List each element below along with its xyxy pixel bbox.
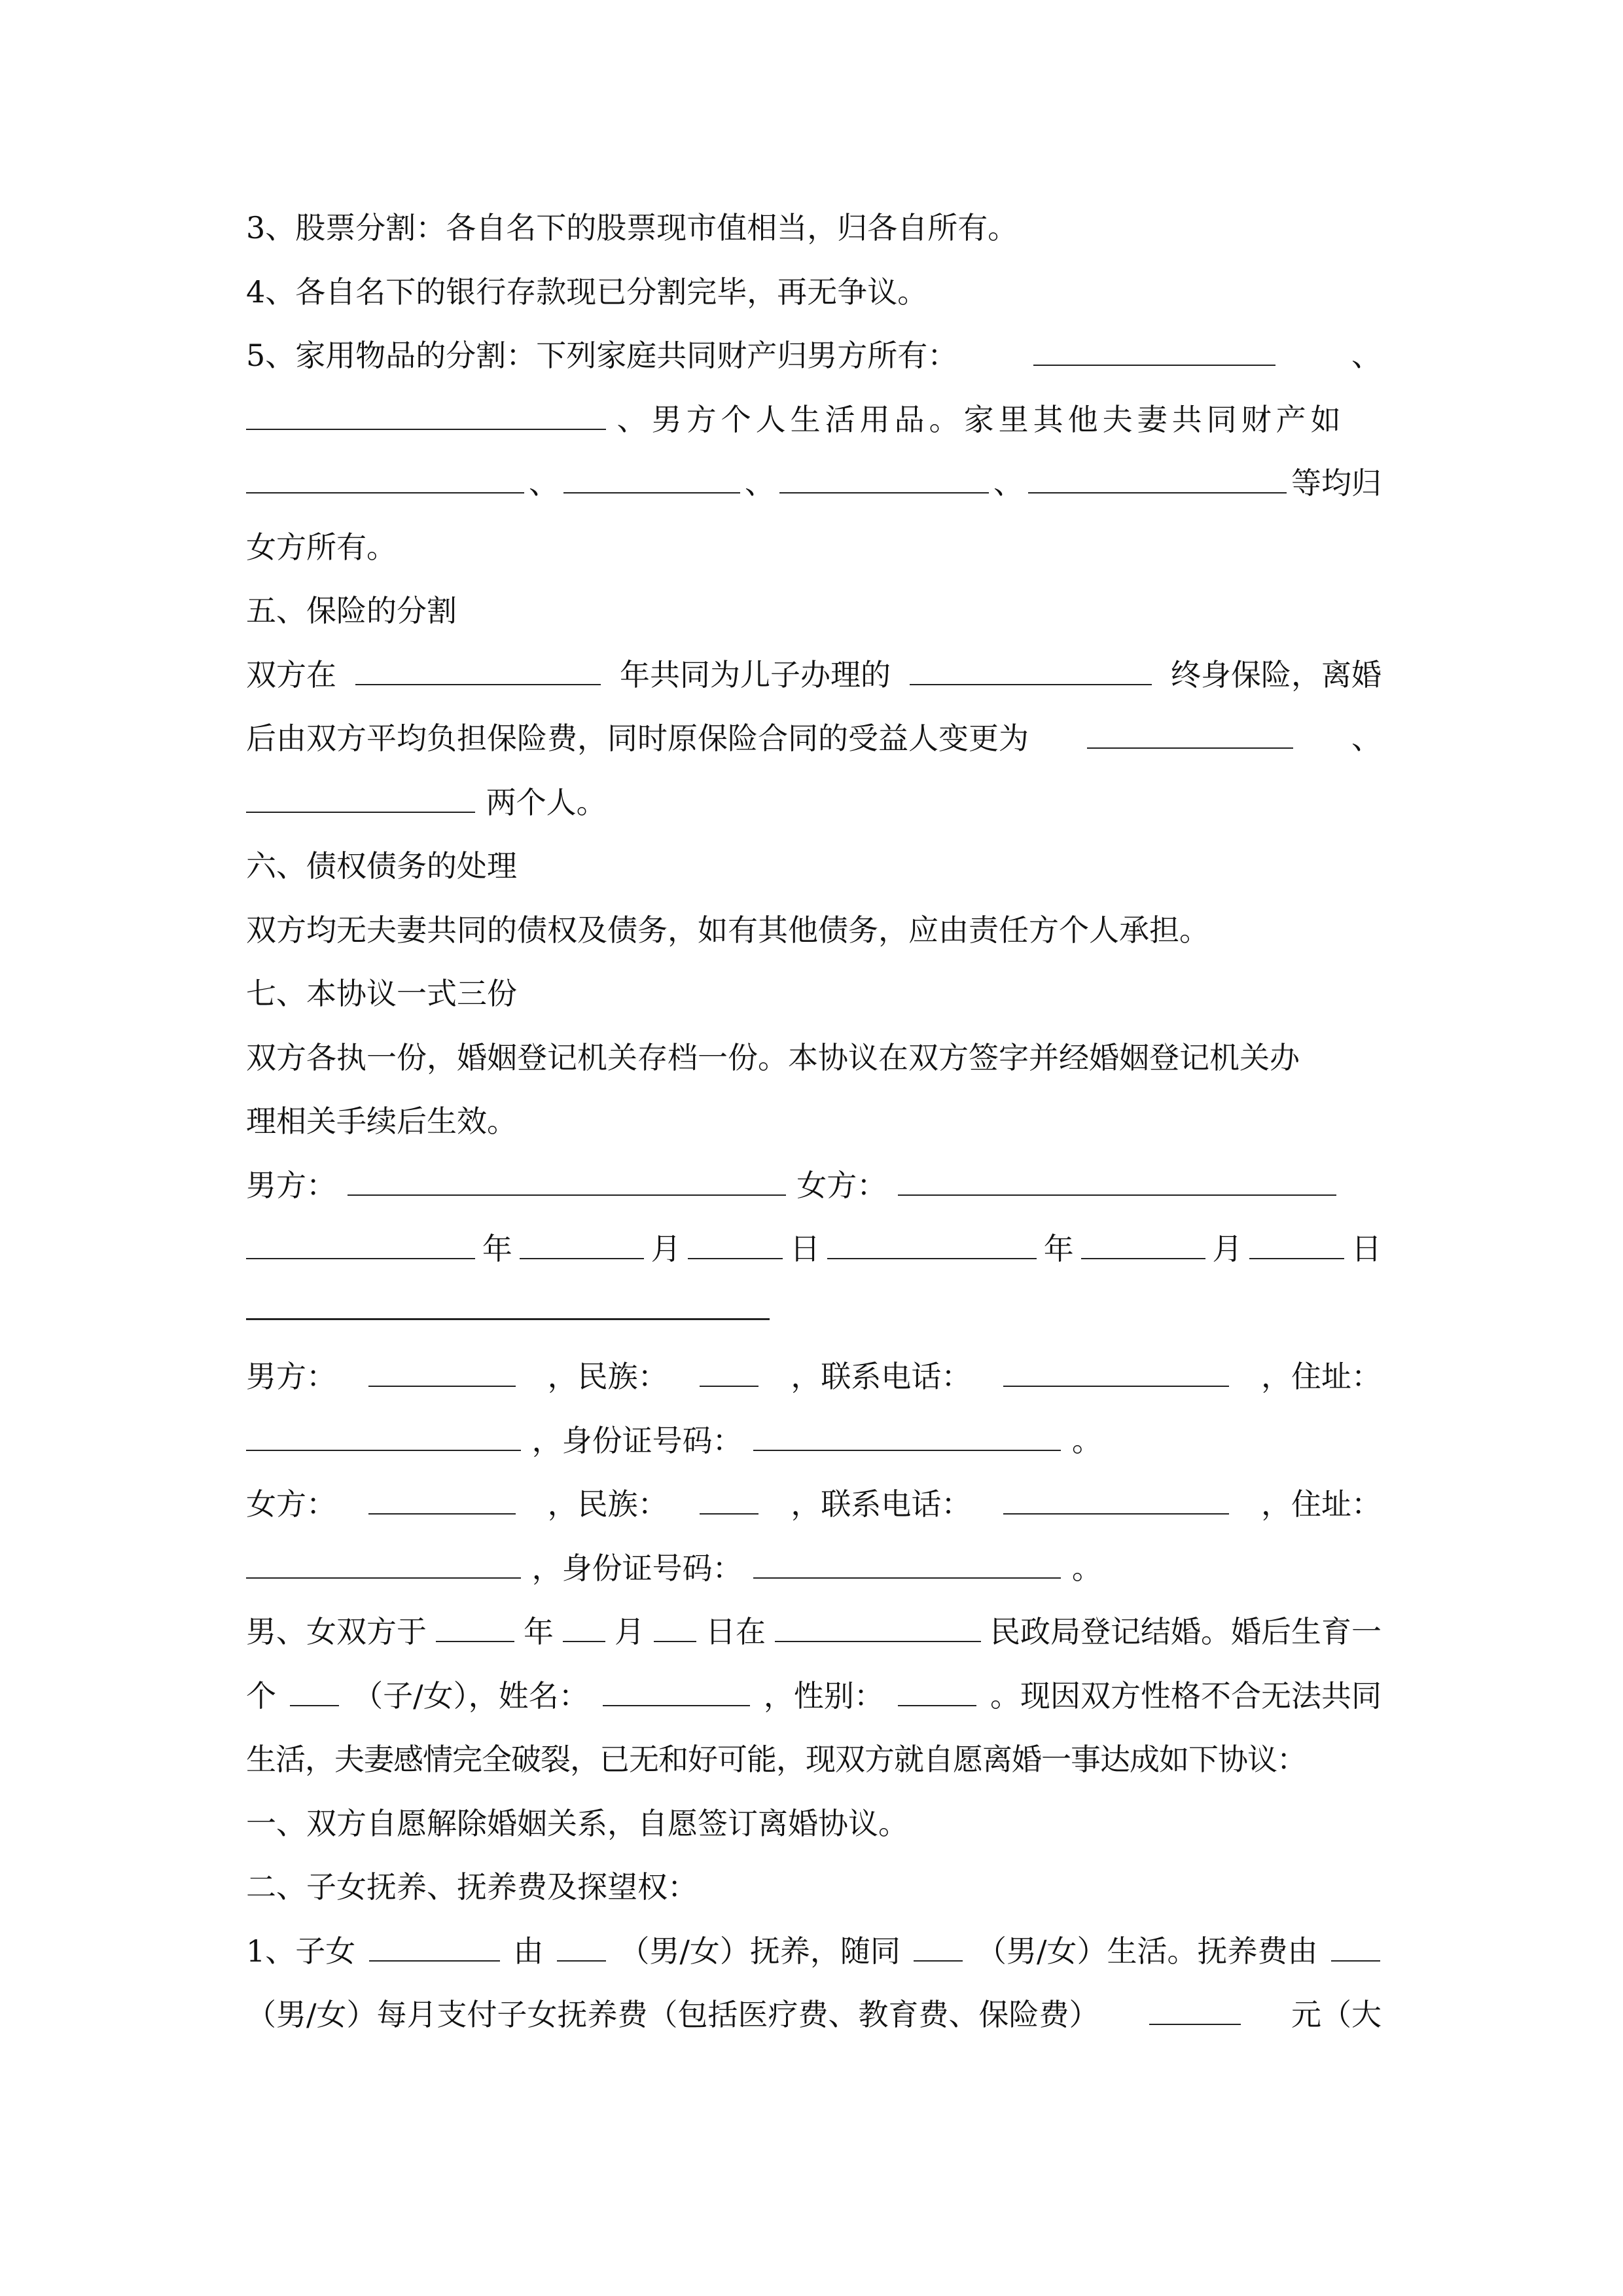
clause-stock-division (246, 196, 1382, 260)
text: 、 (745, 465, 775, 501)
clause-insurance (246, 643, 1382, 708)
female-info-row-cont (246, 1537, 1382, 1601)
section-heading: 七、本协议一式三份 (246, 976, 517, 1011)
male-info-row-cont (246, 1409, 1382, 1473)
text: 双方各执一份，婚姻登记机关存档一份。本协议在双方签字并经婚姻登记机关办 (246, 1039, 1300, 1075)
blank-field[interactable] (753, 1537, 1061, 1579)
female-info-row (246, 1473, 1382, 1537)
text: 一、双方自愿解除婚姻关系，自愿签订离婚协议。 (246, 1805, 908, 1841)
blank-field[interactable] (246, 388, 606, 430)
blank-field[interactable] (827, 1217, 1037, 1259)
text: 双方在 (246, 656, 336, 692)
text: ，联系电话： (791, 1359, 972, 1394)
label-male-signature: 男方： (246, 1167, 336, 1203)
text: 理相关手续后生效。 (246, 1103, 517, 1139)
text: 由 (513, 1933, 544, 1969)
text: 3、股票分割：各自名下的股票现市值相当，归各自所有。 (246, 210, 1018, 245)
blank-field[interactable] (1249, 1217, 1344, 1259)
blank-field[interactable] (563, 1600, 605, 1642)
blank-field[interactable] (1003, 1345, 1229, 1387)
blank-field[interactable] (898, 1664, 976, 1706)
reason-line (246, 1728, 1382, 1792)
text: 男方： (246, 1359, 336, 1394)
text: ，联系电话： (791, 1486, 972, 1522)
text: （男/女）生活。抚养费由 (976, 1933, 1318, 1969)
blank-field[interactable] (1003, 1473, 1229, 1515)
text: 日在 (705, 1614, 766, 1649)
text: 、 (1351, 721, 1382, 756)
text: ，身份证号码： (531, 1550, 743, 1586)
blank-field[interactable] (654, 1600, 696, 1642)
text: 年 (482, 1231, 512, 1266)
blank-field[interactable] (246, 1537, 521, 1579)
text: 、 (529, 465, 559, 501)
divider (246, 1282, 770, 1320)
text: 日 (1351, 1231, 1382, 1266)
article-one (246, 1792, 1382, 1856)
clause-debts (246, 899, 1382, 963)
text: 、男方个人生活用品。家里其他夫妻共同财产如 (616, 401, 1346, 437)
blank-field[interactable] (700, 1473, 758, 1515)
section-heading-debts (246, 834, 1382, 899)
blank-field[interactable] (246, 452, 524, 493)
section-heading: 六、债权债务的处理 (246, 848, 517, 884)
blank-field[interactable] (700, 1345, 758, 1387)
blank-field[interactable] (1033, 324, 1275, 366)
blank-field[interactable] (368, 1473, 516, 1515)
clause-household-items (246, 324, 1382, 388)
clause-copies (246, 1026, 1382, 1090)
blank-field[interactable] (557, 1920, 606, 1962)
document-page (246, 196, 1382, 2047)
section-heading-insurance (246, 579, 1382, 643)
text: 年 (1043, 1231, 1074, 1266)
separator-line (246, 1282, 1382, 1346)
section-heading: 五、保险的分割 (246, 593, 457, 628)
text: ，民族： (547, 1486, 668, 1522)
text: 元（大 (1291, 1997, 1382, 2032)
blank-field[interactable] (910, 643, 1152, 685)
male-signature-field[interactable] (348, 1154, 786, 1196)
custody-clause-cont (246, 1983, 1382, 2047)
male-info-row (246, 1345, 1382, 1409)
blank-field[interactable] (520, 1217, 644, 1259)
text: 生活，夫妻感情完全破裂，已无和好可能，现双方就自愿离婚一事达成如下协议： (246, 1742, 1306, 1777)
article-two-heading (246, 1856, 1382, 1920)
text: 月 (615, 1614, 645, 1649)
text: 1、子女 (246, 1933, 356, 1969)
text: （子/女），姓名： (353, 1677, 589, 1713)
text: 、 (1351, 338, 1382, 373)
text: ，身份证号码： (531, 1422, 743, 1458)
blank-field[interactable] (753, 1409, 1061, 1451)
blank-field[interactable] (436, 1600, 514, 1642)
text: 后由双方平均负担保险费，同时原保险合同的受益人变更为 (246, 721, 1029, 756)
blank-field[interactable] (1028, 452, 1287, 493)
marriage-registration (246, 1600, 1382, 1664)
text: 个 (246, 1677, 276, 1713)
text: 等均归 (1291, 465, 1382, 501)
text: 年共同为儿子办理的 (620, 656, 891, 692)
blank-field[interactable] (246, 771, 475, 813)
text: （男/女）每月支付子女抚养费（包括医疗费、教育费、保险费） (246, 1997, 1099, 2032)
clause-insurance-cont (246, 707, 1382, 771)
text: 女方： (246, 1486, 336, 1522)
blank-field[interactable] (246, 1217, 475, 1259)
text: 日 (790, 1231, 821, 1266)
signature-row (246, 1154, 1382, 1218)
clause-copies-end (246, 1090, 1382, 1154)
text: 女方所有。 (246, 529, 397, 565)
custody-clause (246, 1920, 1382, 1984)
female-signature-field[interactable] (898, 1154, 1336, 1196)
text: （男/女）抚养，随同 (619, 1933, 901, 1969)
clause-household-items-cont (246, 388, 1382, 452)
section-heading-copies (246, 962, 1382, 1026)
text: 男、女双方于 (246, 1614, 427, 1649)
text: 两个人。 (486, 784, 607, 820)
text: ，住址： (1260, 1486, 1382, 1522)
blank-field[interactable] (1331, 1920, 1380, 1962)
text: 年 (524, 1614, 554, 1649)
text: ，住址： (1260, 1359, 1382, 1394)
section-heading: 二、子女抚养、抚养费及探望权： (246, 1869, 698, 1905)
blank-field[interactable] (779, 452, 989, 493)
signature-date-row (246, 1217, 1382, 1282)
text: ，性别： (763, 1677, 884, 1713)
clause-bank-deposits (246, 260, 1382, 325)
blank-field[interactable] (914, 1920, 963, 1962)
blank-field[interactable] (246, 1409, 521, 1451)
clause-insurance-end (246, 771, 1382, 835)
blank-field[interactable] (368, 1345, 516, 1387)
text: 。 (1071, 1422, 1102, 1458)
blank-field[interactable] (369, 1920, 500, 1962)
text: 4、各自名下的银行存款现已分割完毕，再无争议。 (246, 274, 928, 310)
blank-field[interactable] (1081, 1217, 1205, 1259)
blank-field[interactable] (603, 1664, 750, 1706)
blank-field[interactable] (1149, 1983, 1241, 2025)
text: 双方均无夫妻共同的债权及债务，如有其他债务，应由责任方个人承担。 (246, 912, 1209, 948)
text: 月 (1212, 1231, 1243, 1266)
blank-field[interactable] (1087, 707, 1293, 749)
text: 民政局登记结婚。婚后生育一 (990, 1614, 1382, 1649)
text: 月 (651, 1231, 681, 1266)
blank-field[interactable] (290, 1664, 339, 1706)
blank-field[interactable] (688, 1217, 783, 1259)
text: 。现因双方性格不合无法共同 (990, 1677, 1382, 1713)
label-female-signature: 女方： (796, 1167, 887, 1203)
text: 。 (1071, 1550, 1102, 1586)
clause-household-items-end (246, 516, 1382, 580)
blank-field[interactable] (775, 1600, 981, 1642)
blank-field[interactable] (355, 643, 601, 685)
text: 5、家用物品的分割：下列家庭共同财产归男方所有： (246, 338, 958, 373)
child-info-row (246, 1664, 1382, 1729)
clause-household-items-cont2 (246, 452, 1382, 516)
text: 、 (993, 465, 1024, 501)
text: ，民族： (547, 1359, 668, 1394)
text: 终身保险，离婚 (1171, 656, 1382, 692)
blank-field[interactable] (563, 452, 740, 493)
